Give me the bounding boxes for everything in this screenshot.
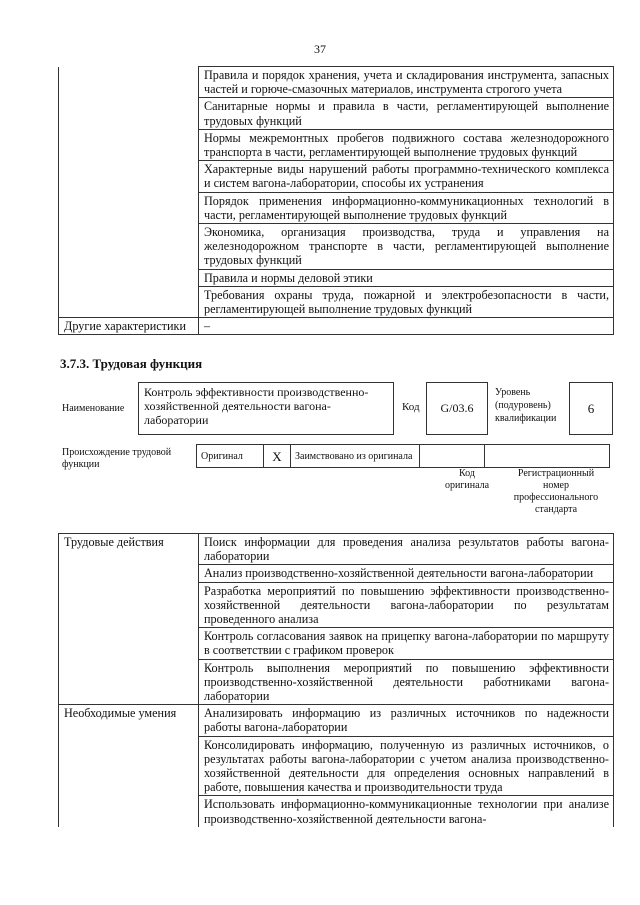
knowledge-item: Требования охраны труда, пожарной и электробезопасности в части, регламентирующей выполнение трудовых функций bbox=[199, 286, 614, 317]
reg-number-cell bbox=[485, 445, 610, 468]
function-code-box: G/03.6 bbox=[426, 382, 488, 435]
reg-number-label: Регистрационный номер профессионального стандарта bbox=[513, 468, 599, 515]
code-label: Код bbox=[402, 401, 420, 413]
knowledge-label-cell bbox=[59, 67, 199, 318]
knowledge-table bbox=[58, 66, 614, 335]
labor-action-item: Контроль выполнения мероприятий по повышению эффективности производственно-хозяйственной деятельности работниками вагона-лаборатории bbox=[199, 659, 614, 705]
labor-action-item: Анализ производственно-хозяйственной деятельности вагона-лаборатории bbox=[199, 565, 614, 582]
original-cell: Оригинал bbox=[197, 445, 264, 468]
origin-table bbox=[196, 444, 610, 468]
code-original-label: Код оригинала bbox=[444, 468, 490, 491]
labor-actions-label: Трудовые действия bbox=[59, 534, 199, 705]
knowledge-item: Правила и порядок хранения, учета и складирования инструмента, запасных частей и горюче-смазочных материалов, инструмента строгого учета bbox=[199, 67, 614, 98]
level-label: Уровень (подуровень) квалификации bbox=[495, 387, 557, 424]
name-label: Наименование bbox=[62, 403, 125, 414]
origin-label: Происхождение трудовой функции bbox=[62, 447, 172, 470]
knowledge-item: Экономика, организация производства, труда и управления на железнодорожном транспорте в части, регламентирующей выполнение трудовых функций bbox=[199, 224, 614, 270]
knowledge-item: Правила и нормы деловой этики bbox=[199, 269, 614, 286]
skills-label: Необходимые умения bbox=[59, 705, 199, 827]
section-heading: 3.7.3. Трудовая функция bbox=[60, 356, 203, 371]
skill-item: Использовать информационно-коммуникационные технологии при анализе производственно-хозяйственной деятельности вагона- bbox=[199, 796, 614, 827]
skill-item: Анализировать информацию из различных источников по надежности работы вагона-лаборатории bbox=[199, 705, 614, 736]
other-characteristics-value: – bbox=[199, 318, 614, 335]
labor-action-item: Поиск информации для проведения анализа результатов работы вагона-лаборатории bbox=[199, 534, 614, 565]
code-original-cell bbox=[420, 445, 485, 468]
borrowed-cell: Заимствовано из оригинала bbox=[291, 445, 420, 468]
qualification-level-box: 6 bbox=[569, 382, 613, 435]
original-mark: X bbox=[264, 445, 291, 468]
knowledge-item: Нормы межремонтных пробегов подвижного состава железнодорожного транспорта в части, регламентирующей выполнение трудовых функций bbox=[199, 129, 614, 160]
function-name-box: Контроль эффективности производственно-хозяйственной деятельности вагона-лаборатории bbox=[138, 382, 394, 435]
knowledge-item: Санитарные нормы и правила в части, регламентирующей выполнение трудовых функций bbox=[199, 98, 614, 129]
labor-action-item: Контроль согласования заявок на прицепку вагона-лаборатории по маршруту в соответствии с графиком проверок bbox=[199, 628, 614, 659]
knowledge-item: Характерные виды нарушений работы программно-технического комплекса и систем вагона-лаборатории, способы их устранения bbox=[199, 161, 614, 192]
page-number: 37 bbox=[314, 42, 326, 56]
labor-action-item: Разработка мероприятий по повышению эффективности производственно-хозяйственной деятельности вагона-лаборатории по результатам проведенного анализа bbox=[199, 582, 614, 628]
knowledge-item: Порядок применения информационно-коммуникационных технологий в части, регламентирующей выполнение трудовых функций bbox=[199, 192, 614, 223]
labor-actions-table bbox=[58, 533, 614, 827]
skill-item: Консолидировать информацию, полученную из различных источников, о результатах работы вагона-лаборатории с учетом анализа производственно-хозяйственной деятельности для определения основных направлений в работе, повышения качества и производительности труда bbox=[199, 736, 614, 796]
other-characteristics-label: Другие характеристики bbox=[59, 318, 199, 335]
